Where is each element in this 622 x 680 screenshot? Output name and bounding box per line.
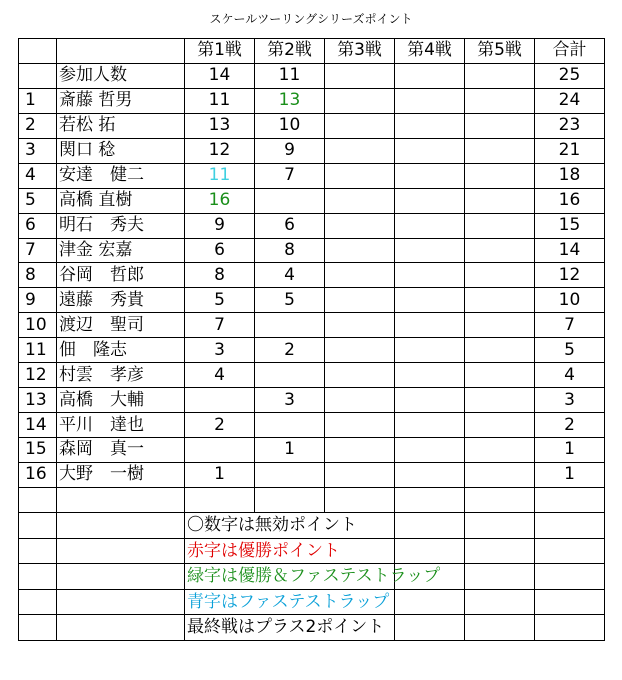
rank-cell: 2 (19, 113, 57, 138)
empty-cell (325, 487, 395, 513)
total-cell: 16 (535, 188, 605, 213)
total-cell: 12 (535, 263, 605, 288)
rank-cell: 10 (19, 313, 57, 338)
driver-name: 大野 一樹 (57, 462, 185, 487)
empty-cell (19, 564, 57, 590)
column-header: 第5戦 (465, 39, 535, 64)
score-cell (325, 88, 395, 113)
score-cell (395, 413, 465, 438)
driver-name: 明石 秀夫 (57, 213, 185, 238)
score-cell (395, 188, 465, 213)
column-header: 第4戦 (395, 39, 465, 64)
driver-name: 佃 隆志 (57, 338, 185, 363)
score-cell (325, 263, 395, 288)
score-cell (255, 413, 325, 438)
empty-cell (535, 564, 605, 590)
rank-cell: 12 (19, 363, 57, 388)
total-cell: 4 (535, 363, 605, 388)
score-cell (465, 462, 535, 487)
score-cell (465, 138, 535, 163)
header-row (19, 39, 605, 64)
empty-cell (19, 538, 57, 564)
rank-cell: 16 (19, 462, 57, 487)
score-cell (325, 388, 395, 413)
legend-row (19, 564, 605, 590)
empty-cell (535, 513, 605, 539)
empty-cell (465, 487, 535, 513)
score-cell (465, 338, 535, 363)
driver-name: 高橋 大輔 (57, 388, 185, 413)
score-cell: 4 (185, 363, 255, 388)
table-row (19, 213, 605, 238)
empty-cell (57, 538, 185, 564)
legend-row (19, 615, 605, 641)
score-cell: 9 (185, 213, 255, 238)
score-cell (465, 238, 535, 263)
rank-cell: 11 (19, 338, 57, 363)
score-cell: 1 (185, 462, 255, 487)
table-row (19, 163, 605, 188)
rank-cell: 8 (19, 263, 57, 288)
score-cell: 8 (185, 263, 255, 288)
driver-name: 渡辺 聖司 (57, 313, 185, 338)
score-cell: 3 (255, 388, 325, 413)
empty-cell (395, 538, 465, 564)
legend-note: 青字はファステストラップ (185, 589, 395, 615)
score-cell (325, 238, 395, 263)
score-cell (185, 388, 255, 413)
score-cell: 16 (185, 188, 255, 213)
score-cell (395, 88, 465, 113)
driver-name: 安達 健二 (57, 163, 185, 188)
table-row (19, 238, 605, 263)
empty-cell (185, 487, 255, 513)
legend-row (19, 589, 605, 615)
score-cell (325, 213, 395, 238)
rank-cell: 14 (19, 413, 57, 438)
participants-count (325, 63, 395, 88)
score-cell (325, 163, 395, 188)
empty-cell (57, 615, 185, 641)
total-cell: 1 (535, 462, 605, 487)
table-row (19, 113, 605, 138)
driver-name: 高橋 直樹 (57, 188, 185, 213)
score-cell: 5 (255, 288, 325, 313)
score-cell (465, 113, 535, 138)
score-cell: 4 (255, 263, 325, 288)
column-header: 第1戦 (185, 39, 255, 64)
score-cell (255, 462, 325, 487)
total-cell: 15 (535, 213, 605, 238)
rank-cell: 7 (19, 238, 57, 263)
score-cell (465, 163, 535, 188)
table-row (19, 263, 605, 288)
score-cell (325, 188, 395, 213)
rank-cell: 13 (19, 388, 57, 413)
score-cell (395, 138, 465, 163)
score-cell: 12 (185, 138, 255, 163)
empty-cell (255, 487, 325, 513)
score-cell (395, 163, 465, 188)
driver-name: 森岡 真一 (57, 438, 185, 463)
table-row (19, 88, 605, 113)
score-cell (465, 313, 535, 338)
empty-cell (535, 615, 605, 641)
score-cell (465, 413, 535, 438)
table-row (19, 188, 605, 213)
score-cell (395, 238, 465, 263)
score-cell (325, 413, 395, 438)
score-cell (465, 213, 535, 238)
table-row (19, 288, 605, 313)
legend-note: 赤字は優勝ポイント (185, 538, 395, 564)
rank-cell: 9 (19, 288, 57, 313)
total-cell: 10 (535, 288, 605, 313)
column-header: 第3戦 (325, 39, 395, 64)
empty-cell (57, 589, 185, 615)
score-cell (465, 438, 535, 463)
score-cell: 2 (185, 413, 255, 438)
table-row (19, 388, 605, 413)
legend-note: 緑字は優勝＆ファステストラップ (185, 564, 395, 590)
score-cell: 7 (255, 163, 325, 188)
standings-table (18, 38, 605, 641)
total-cell: 18 (535, 163, 605, 188)
score-cell: 13 (185, 113, 255, 138)
empty-cell (465, 538, 535, 564)
score-cell: 5 (185, 288, 255, 313)
participants-count: 14 (185, 63, 255, 88)
legend-row (19, 538, 605, 564)
score-cell (395, 438, 465, 463)
rank-cell: 3 (19, 138, 57, 163)
score-cell (465, 263, 535, 288)
table-row (19, 313, 605, 338)
empty-cell (57, 564, 185, 590)
table-row (19, 413, 605, 438)
score-cell: 11 (185, 163, 255, 188)
rank-cell: 5 (19, 188, 57, 213)
empty-cell (465, 615, 535, 641)
score-cell (325, 338, 395, 363)
table-row (19, 338, 605, 363)
empty-cell (465, 513, 535, 539)
empty-cell (465, 564, 535, 590)
total-cell: 24 (535, 88, 605, 113)
legend-note: 〇数字は無効ポイント (185, 513, 395, 539)
empty-cell (535, 589, 605, 615)
legend-row (19, 513, 605, 539)
total-cell: 1 (535, 438, 605, 463)
score-cell (395, 288, 465, 313)
legend-note: 最終戦はプラス2ポイント (185, 615, 395, 641)
column-header: 第2戦 (255, 39, 325, 64)
participants-count: 11 (255, 63, 325, 88)
driver-name: 谷岡 哲郎 (57, 263, 185, 288)
total-cell: 2 (535, 413, 605, 438)
score-cell (325, 462, 395, 487)
table-row (19, 363, 605, 388)
driver-name: 津金 宏嘉 (57, 238, 185, 263)
empty-cell (19, 513, 57, 539)
empty-cell (395, 513, 465, 539)
total-cell: 5 (535, 338, 605, 363)
score-cell: 13 (255, 88, 325, 113)
participants-count (465, 63, 535, 88)
driver-name: 関口 稔 (57, 138, 185, 163)
driver-name: 若松 拓 (57, 113, 185, 138)
table-row (19, 138, 605, 163)
driver-name: 村雲 孝彦 (57, 363, 185, 388)
driver-name: 斎藤 哲男 (57, 88, 185, 113)
total-cell: 23 (535, 113, 605, 138)
participants-total: 25 (535, 63, 605, 88)
score-cell: 6 (185, 238, 255, 263)
score-cell (465, 388, 535, 413)
score-cell (325, 438, 395, 463)
header-blank-rank (19, 39, 57, 64)
score-cell: 10 (255, 113, 325, 138)
participants-count (395, 63, 465, 88)
score-cell (185, 438, 255, 463)
score-cell (465, 363, 535, 388)
score-cell: 2 (255, 338, 325, 363)
page-title: スケールツーリングシリーズポイント (209, 12, 413, 26)
score-cell: 7 (185, 313, 255, 338)
score-cell (325, 138, 395, 163)
score-cell: 3 (185, 338, 255, 363)
empty-row (19, 487, 605, 513)
score-cell (325, 363, 395, 388)
column-header: 合計 (535, 39, 605, 64)
score-cell (255, 363, 325, 388)
score-cell (395, 113, 465, 138)
score-cell (255, 188, 325, 213)
table-row (19, 438, 605, 463)
empty-cell (395, 487, 465, 513)
empty-cell (57, 487, 185, 513)
empty-cell (395, 589, 465, 615)
score-cell (395, 338, 465, 363)
empty-cell (19, 615, 57, 641)
rank-cell: 15 (19, 438, 57, 463)
participants-blank (19, 63, 57, 88)
total-cell: 7 (535, 313, 605, 338)
driver-name: 遠藤 秀貴 (57, 288, 185, 313)
score-cell (325, 113, 395, 138)
empty-cell (465, 589, 535, 615)
header-blank-name (57, 39, 185, 64)
total-cell: 3 (535, 388, 605, 413)
score-cell (395, 462, 465, 487)
empty-cell (535, 487, 605, 513)
empty-cell (57, 513, 185, 539)
participants-row (19, 63, 605, 88)
score-cell (465, 188, 535, 213)
score-cell (325, 288, 395, 313)
score-cell: 11 (185, 88, 255, 113)
score-cell: 6 (255, 213, 325, 238)
score-cell: 9 (255, 138, 325, 163)
total-cell: 21 (535, 138, 605, 163)
score-cell: 1 (255, 438, 325, 463)
rank-cell: 1 (19, 88, 57, 113)
score-cell (325, 313, 395, 338)
driver-name: 平川 達也 (57, 413, 185, 438)
rank-cell: 4 (19, 163, 57, 188)
empty-cell (535, 538, 605, 564)
score-cell (395, 313, 465, 338)
score-cell: 8 (255, 238, 325, 263)
rank-cell: 6 (19, 213, 57, 238)
score-cell (465, 288, 535, 313)
score-cell (255, 313, 325, 338)
total-cell: 14 (535, 238, 605, 263)
participants-label: 参加人数 (57, 63, 185, 88)
score-cell (395, 388, 465, 413)
score-cell (395, 213, 465, 238)
empty-cell (19, 487, 57, 513)
table-row (19, 462, 605, 487)
score-cell (395, 263, 465, 288)
empty-cell (395, 615, 465, 641)
score-cell (395, 363, 465, 388)
empty-cell (19, 589, 57, 615)
score-cell (465, 88, 535, 113)
